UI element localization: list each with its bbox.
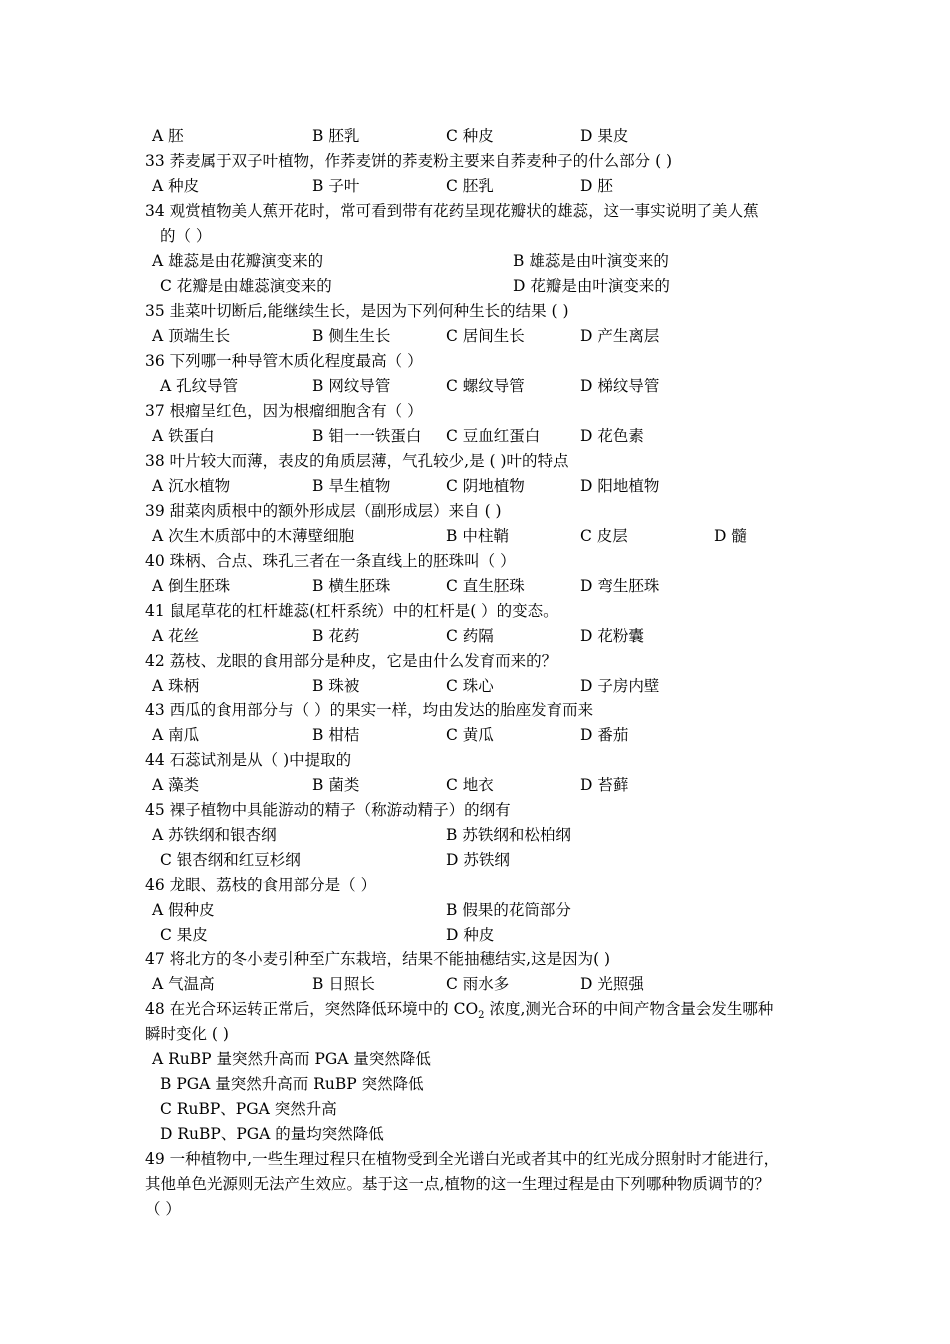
question-line [0, 299, 950, 324]
answer-option [446, 674, 494, 699]
question-text [145, 649, 557, 674]
answer-options-line [0, 848, 950, 873]
question-text [145, 349, 423, 374]
question-text [145, 698, 593, 723]
answer-option [152, 124, 184, 149]
text-run: 37 根瘤呈红色，因为根瘤细胞含有（ ） [145, 402, 423, 420]
text-run: B 钼一一铁蛋白 [312, 427, 422, 445]
question-text [145, 399, 423, 424]
text-run: 41 鼠尾草花的杠杆雄蕊(杠杆系统）中的杠杆是( ）的变态。 [145, 602, 559, 620]
answer-option [446, 624, 494, 649]
question-line [0, 798, 950, 823]
answer-option [580, 574, 659, 599]
question-text [145, 199, 759, 224]
text-run: 36 下列哪一种导管木质化程度最高（ ） [145, 352, 423, 370]
text-run: A 气温高 [152, 975, 215, 993]
text-run: D 子房内壁 [580, 677, 660, 695]
text-run: D 阳地植物 [580, 477, 660, 495]
question-line [0, 649, 950, 674]
question-text [145, 798, 511, 823]
text-run: B 胚乳 [312, 127, 360, 145]
question-line [0, 449, 950, 474]
question-line [0, 399, 950, 424]
text-run: 46 龙眼、荔枝的食用部分是（ ） [145, 876, 377, 894]
text-run: （ ） [145, 1200, 181, 1218]
text-run: B 网纹导管 [312, 377, 391, 395]
text-run: D 胚 [580, 177, 613, 195]
subscript: 2 [478, 1010, 485, 1022]
answer-option [160, 374, 238, 399]
text-run: B 菌类 [312, 776, 360, 794]
answer-option [446, 174, 494, 199]
answer-option [152, 324, 230, 349]
question-text [145, 997, 773, 1022]
text-run: D RuBP、PGA 的量均突然降低 [160, 1125, 384, 1143]
answer-options-line [0, 723, 950, 748]
answer-option [580, 374, 659, 399]
text-run: D 光照强 [580, 975, 644, 993]
text-run: 浓度,测光合环的中间产物含量会发生哪种 [484, 1000, 774, 1018]
question-line [0, 947, 950, 972]
question-text [145, 549, 516, 574]
answer-option [152, 898, 215, 923]
text-run: A 珠柄 [152, 677, 200, 695]
answer-options-line [0, 674, 950, 699]
question-text [145, 1197, 181, 1222]
answer-options-line [0, 923, 950, 948]
text-run: A 沉水植物 [152, 477, 231, 495]
text-run: 38 叶片较大而薄，表皮的角质层薄，气孔较少,是 ( )叶的特点 [145, 452, 569, 470]
answer-option [446, 324, 525, 349]
answer-option [152, 249, 323, 274]
answer-option [152, 424, 215, 449]
answer-option [152, 174, 199, 199]
question-line [0, 599, 950, 624]
text-run: 43 西瓜的食用部分与（ ）的果实一样，均由发达的胎座发育而来 [145, 701, 594, 719]
text-run: A 苏铁纲和银杏纲 [152, 826, 277, 844]
answer-option [446, 474, 525, 499]
text-run: A 次生木质部中的木薄壁细胞 [152, 527, 355, 545]
text-run: D 花瓣是由叶演变来的 [513, 277, 670, 295]
text-run: B 柑桔 [312, 726, 360, 744]
text-run: 的（ ） [160, 227, 212, 245]
text-run: C 种皮 [446, 127, 494, 145]
text-run: D 种皮 [446, 926, 495, 944]
answer-options-line [0, 524, 950, 549]
text-run: B 苏铁纲和松柏纲 [446, 826, 571, 844]
answer-options-line [0, 1072, 950, 1097]
text-run: A 铁蛋白 [152, 427, 215, 445]
question-text [145, 947, 610, 972]
question-line [0, 349, 950, 374]
text-run: 39 甜菜肉质根中的额外形成层（副形成层）来自 ( ) [145, 502, 502, 520]
answer-option [580, 174, 613, 199]
text-run: A 假种皮 [152, 901, 215, 919]
answer-option [446, 574, 525, 599]
answer-options-line [0, 174, 950, 199]
answer-options-line [0, 424, 950, 449]
answer-option [152, 972, 215, 997]
text-run: 47 将北方的冬小麦引种至广东栽培，结果不能抽穗结实,这是因为( ) [145, 950, 611, 968]
question-line [0, 149, 950, 174]
answer-option [152, 474, 230, 499]
text-run: B 日照长 [312, 975, 375, 993]
answer-option [446, 723, 494, 748]
text-run: D 苔藓 [580, 776, 629, 794]
question-text [145, 1022, 229, 1047]
answer-option [152, 674, 199, 699]
text-run: C 雨水多 [446, 975, 510, 993]
answer-option [152, 1047, 431, 1072]
answer-options-line [0, 1097, 950, 1122]
answer-option [312, 723, 359, 748]
question-text [145, 1172, 770, 1197]
answer-options-line [0, 249, 950, 274]
answer-options-line [0, 972, 950, 997]
text-run: D 弯生胚珠 [580, 577, 660, 595]
answer-option [160, 848, 301, 873]
answer-option [312, 174, 359, 199]
answer-options-line [0, 474, 950, 499]
question-text [145, 449, 569, 474]
text-run: A 南瓜 [152, 726, 200, 744]
text-run: A 种皮 [152, 177, 200, 195]
answer-option [152, 823, 277, 848]
question-line [0, 997, 950, 1022]
answer-option [446, 424, 540, 449]
answer-options-line [0, 773, 950, 798]
text-run: B 子叶 [312, 177, 360, 195]
answer-option [160, 274, 332, 299]
question-line [0, 1147, 950, 1172]
answer-option [160, 923, 208, 948]
question-line [0, 873, 950, 898]
answer-option [312, 574, 390, 599]
text-run: D 产生离层 [580, 327, 660, 345]
text-run: D 梯纹导管 [580, 377, 660, 395]
text-run: B 横生胚珠 [312, 577, 391, 595]
question-text [145, 599, 559, 624]
answer-option [513, 274, 670, 299]
answer-option [152, 773, 199, 798]
answer-option [446, 524, 509, 549]
question-line [0, 748, 950, 773]
answer-option [446, 374, 525, 399]
text-run: A 胚 [152, 127, 184, 145]
question-text [145, 299, 569, 324]
answer-option [580, 674, 659, 699]
answer-option [312, 624, 359, 649]
text-run: A 顶端生长 [152, 327, 231, 345]
answer-option [152, 524, 354, 549]
text-run: C 豆血红蛋白 [446, 427, 541, 445]
answer-option [312, 474, 390, 499]
answer-option [312, 972, 375, 997]
answer-option [580, 773, 628, 798]
answer-option [160, 1072, 424, 1097]
text-run: 34 观赏植物美人蕉开花时，常可看到带有花药呈现花瓣状的雄蕊，这一事实说明了美人蕉 [145, 202, 759, 220]
answer-option [446, 972, 509, 997]
text-run: C 黄瓜 [446, 726, 494, 744]
text-run: C 螺纹导管 [446, 377, 525, 395]
question-line [0, 698, 950, 723]
question-line [0, 199, 950, 224]
answer-option [580, 124, 628, 149]
text-run: 33 荞麦属于双子叶植物，作荞麦饼的荞麦粉主要来自荞麦种子的什么部分 ( ) [145, 152, 673, 170]
text-run: A 藻类 [152, 776, 200, 794]
text-run: D 果皮 [580, 127, 629, 145]
answer-option [312, 324, 390, 349]
text-run: B 珠被 [312, 677, 360, 695]
answer-option [446, 773, 494, 798]
answer-options-line [0, 823, 950, 848]
text-run: A 花丝 [152, 627, 200, 645]
text-run: C 阴地植物 [446, 477, 525, 495]
answer-option [513, 249, 669, 274]
question-text [145, 149, 672, 174]
text-run: D 苏铁纲 [446, 851, 510, 869]
text-run: C 直生胚珠 [446, 577, 525, 595]
text-run: C 胚乳 [446, 177, 494, 195]
answer-option [152, 723, 199, 748]
answer-option [446, 898, 571, 923]
answer-options-line [0, 274, 950, 299]
answer-option [446, 923, 494, 948]
answer-option [312, 374, 390, 399]
question-text [145, 499, 502, 524]
question-text [145, 873, 376, 898]
question-line [0, 1197, 950, 1222]
text-run: C 药隔 [446, 627, 494, 645]
text-run: A RuBP 量突然升高而 PGA 量突然降低 [152, 1050, 431, 1068]
answer-option [580, 723, 628, 748]
text-run: D 髓 [714, 527, 747, 545]
question-line [0, 1172, 950, 1197]
answer-option [446, 823, 571, 848]
text-run: B 旱生植物 [312, 477, 391, 495]
question-text [145, 748, 351, 773]
text-run: A 倒生胚珠 [152, 577, 231, 595]
text-run: 35 韭菜叶切断后,能继续生长，是因为下列何种生长的结果 ( ) [145, 302, 569, 320]
answer-option [714, 524, 747, 549]
answer-options-line [0, 1122, 950, 1147]
answer-option [580, 324, 659, 349]
text-run: C 居间生长 [446, 327, 525, 345]
text-run: C 地衣 [446, 776, 494, 794]
answer-option [580, 624, 644, 649]
text-run: C 银杏纲和红豆杉纲 [160, 851, 301, 869]
answer-options-line [0, 898, 950, 923]
answer-option [152, 574, 230, 599]
answer-option [580, 474, 659, 499]
answer-option [152, 624, 199, 649]
text-run: 40 珠柄、合点、珠孔三者在一条直线上的胚珠叫（ ） [145, 552, 516, 570]
answer-options-line [0, 374, 950, 399]
text-run: A 雄蕊是由花瓣演变来的 [152, 252, 324, 270]
text-run: 其他单色光源则无法产生效应。基于这一点,植物的这一生理过程是由下列哪种物质调节的？ [145, 1175, 770, 1193]
text-run: B PGA 量突然升高而 RuBP 突然降低 [160, 1075, 424, 1093]
answer-option [312, 773, 359, 798]
answer-options-line [0, 1047, 950, 1072]
question-line [0, 224, 950, 249]
question-line [0, 549, 950, 574]
question-text [145, 1147, 779, 1172]
text-run: 49 一种植物中,一些生理过程只在植物受到全光谱白光或者其中的红光成分照射时才能进行， [145, 1150, 780, 1168]
text-run: C 果皮 [160, 926, 208, 944]
answer-option [160, 1097, 337, 1122]
question-line [0, 1022, 950, 1047]
text-run: 48 在光合环运转正常后，突然降低环境中的 CO [145, 1000, 479, 1018]
text-run: B 侧生生长 [312, 327, 391, 345]
text-run: D 花色素 [580, 427, 644, 445]
answer-option [446, 124, 494, 149]
answer-options-line [0, 624, 950, 649]
text-run: 45 裸子植物中具能游动的精子（称游动精子）的纲有 [145, 801, 511, 819]
question-text [160, 224, 211, 249]
question-line [0, 499, 950, 524]
text-run: C 皮层 [580, 527, 628, 545]
text-run: D 番茄 [580, 726, 629, 744]
text-run: B 中柱鞘 [446, 527, 509, 545]
text-run: 瞬时变化 ( ) [145, 1025, 229, 1043]
answer-options-line [0, 124, 950, 149]
answer-option [580, 972, 644, 997]
text-run: D 花粉囊 [580, 627, 644, 645]
answer-options-line [0, 324, 950, 349]
text-run: B 假果的花筒部分 [446, 901, 571, 919]
text-run: 42 荔枝、龙眼的食用部分是种皮，它是由什么发育而来的？ [145, 652, 558, 670]
text-run: C 花瓣是由雄蕊演变来的 [160, 277, 332, 295]
text-run: A 孔纹导管 [160, 377, 239, 395]
answer-option [160, 1122, 384, 1147]
text-run: B 花药 [312, 627, 360, 645]
answer-options-line [0, 574, 950, 599]
answer-option [446, 848, 510, 873]
answer-option [312, 424, 421, 449]
answer-option [580, 424, 644, 449]
text-run: C RuBP、PGA 突然升高 [160, 1100, 337, 1118]
answer-option [580, 524, 628, 549]
answer-option [312, 674, 359, 699]
answer-option [312, 124, 359, 149]
text-run: 44 石蕊试剂是从（ )中提取的 [145, 751, 352, 769]
text-run: C 珠心 [446, 677, 494, 695]
text-run: B 雄蕊是由叶演变来的 [513, 252, 669, 270]
